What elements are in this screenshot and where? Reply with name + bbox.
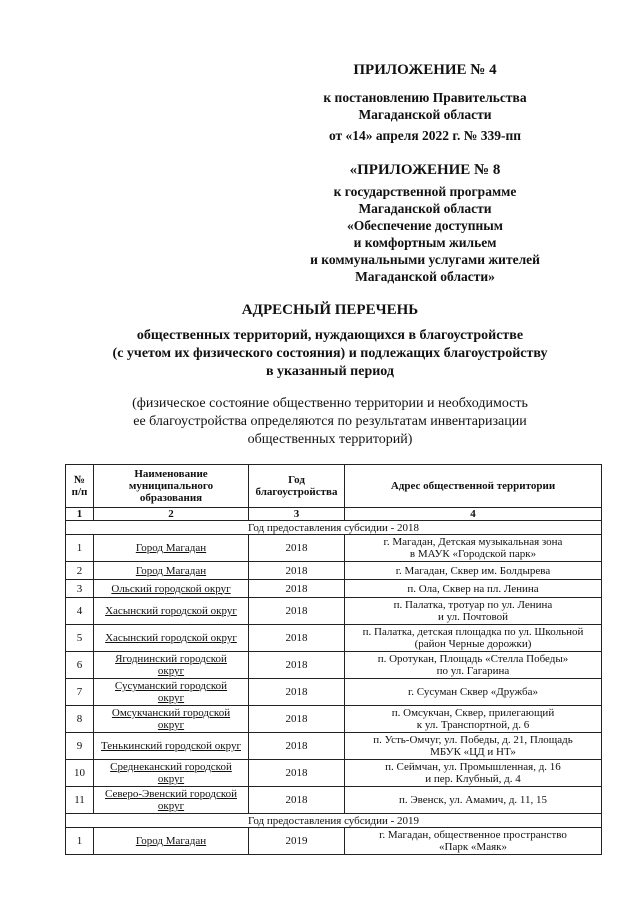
appendix-line: к государственной программе (333, 184, 517, 199)
row-number: 6 (66, 652, 94, 679)
row-number: 4 (66, 598, 94, 625)
header-name: Наименование муниципального образования (94, 465, 249, 508)
appendix-line: к постановлению Правительства (323, 90, 527, 105)
table-row (66, 625, 602, 652)
column-number: 4 (345, 508, 602, 521)
group-label: Год предоставления субсидии - 2019 (66, 814, 602, 828)
improvement-year: 2018 (249, 787, 345, 814)
appendix-title: ПРИЛОЖЕНИЕ № 4 (353, 62, 497, 78)
territory-address: п. Омсукчан, Сквер, прилегающий к ул. Транспортной, д. 6 (345, 706, 602, 733)
row-number: 9 (66, 733, 94, 760)
table-row (66, 580, 602, 598)
municipality-name: Северо-Эвенский городской округ (94, 787, 249, 814)
table-row (66, 652, 602, 679)
appendix-line: и комфортным жильем (353, 235, 497, 250)
territory-address: г. Магадан, Сквер им. Болдырева (345, 562, 602, 580)
municipality-name: Ольский городской округ (94, 580, 249, 598)
appendix-line: и коммунальными услугами жителей (310, 252, 540, 267)
improvement-year: 2018 (249, 679, 345, 706)
row-number: 2 (66, 562, 94, 580)
territory-address: п. Сеймчан, ул. Промышленная, д. 16 и пер. Клубный, д. 4 (345, 760, 602, 787)
municipality-name: Хасынский городской округ (94, 598, 249, 625)
address-table (65, 464, 602, 855)
appendix-line: Магаданской области» (355, 269, 495, 284)
header-year: Год благоустройства (249, 465, 345, 508)
row-number: 3 (66, 580, 94, 598)
territory-address: п. Эвенск, ул. Амамич, д. 11, 15 (345, 787, 602, 814)
table-row (66, 535, 602, 562)
document-subtitle: в указанный период (266, 364, 394, 379)
row-number: 8 (66, 706, 94, 733)
territory-address: п. Оротукан, Площадь «Стелла Победы» по ул. Гагарина (345, 652, 602, 679)
improvement-year: 2018 (249, 625, 345, 652)
improvement-year: 2019 (249, 828, 345, 855)
row-number: 5 (66, 625, 94, 652)
municipality-name: Сусуманский городской округ (94, 679, 249, 706)
row-number: 1 (66, 535, 94, 562)
municipality-name: Город Магадан (94, 562, 249, 580)
municipality-name: Ягоднинский городской округ (94, 652, 249, 679)
municipality-name: Тенькинский городской округ (94, 733, 249, 760)
improvement-year: 2018 (249, 535, 345, 562)
improvement-year: 2018 (249, 706, 345, 733)
improvement-year: 2018 (249, 580, 345, 598)
header-no: № п/п (66, 465, 94, 508)
note-line: ее благоустройства определяются по результатам инвентаризации (133, 414, 527, 429)
territory-address: г. Сусуман Сквер «Дружба» (345, 679, 602, 706)
improvement-year: 2018 (249, 652, 345, 679)
table-row (66, 828, 602, 855)
note-line: (физическое состояние общественно территории и необходимость (132, 396, 528, 411)
appendix-title-8: «ПРИЛОЖЕНИЕ № 8 (349, 162, 501, 178)
row-number: 10 (66, 760, 94, 787)
table-header-row (66, 465, 602, 508)
row-number: 7 (66, 679, 94, 706)
municipality-name: Хасынский городской округ (94, 625, 249, 652)
row-number: 1 (66, 828, 94, 855)
table-row (66, 679, 602, 706)
column-number: 3 (249, 508, 345, 521)
document-subtitle: общественных территорий, нуждающихся в благоустройстве (136, 328, 524, 343)
group-row-2018 (66, 521, 602, 535)
territory-address: г. Магадан, общественное пространство «Парк «Маяк» (345, 828, 602, 855)
municipality-name: Город Магадан (94, 828, 249, 855)
table-row (66, 706, 602, 733)
territory-address: п. Ола, Сквер на пл. Ленина (345, 580, 602, 598)
appendix-line: Магаданской области (358, 201, 492, 216)
column-number: 2 (94, 508, 249, 521)
improvement-year: 2018 (249, 760, 345, 787)
territory-address: п. Палатка, детская площадка по ул. Школьной (район Черные дорожки) (345, 625, 602, 652)
municipality-name: Город Магадан (94, 535, 249, 562)
improvement-year: 2018 (249, 733, 345, 760)
table-row (66, 598, 602, 625)
row-number: 11 (66, 787, 94, 814)
appendix-line: Магаданской области (358, 107, 492, 122)
table-row (66, 562, 602, 580)
table-row (66, 733, 602, 760)
header-address: Адрес общественной территории (345, 465, 602, 508)
document-title: АДРЕСНЫЙ ПЕРЕЧЕНЬ (241, 302, 419, 318)
territory-address: п. Палатка, тротуар по ул. Ленина и ул. Почтовой (345, 598, 602, 625)
column-numbers-row (66, 508, 602, 521)
municipality-name: Омсукчанский городской округ (94, 706, 249, 733)
municipality-name: Среднеканский городской округ (94, 760, 249, 787)
group-row-2019 (66, 814, 602, 828)
group-label: Год предоставления субсидии - 2018 (66, 521, 602, 535)
appendix-date: от «14» апреля 2022 г. № 339-пп (328, 128, 522, 143)
document-subtitle: (с учетом их физического состояния) и подлежащих благоустройству (112, 346, 548, 361)
territory-address: г. Магадан, Детская музыкальная зона в МАУК «Городской парк» (345, 535, 602, 562)
note-line: общественных территорий) (247, 432, 413, 447)
improvement-year: 2018 (249, 598, 345, 625)
table-row (66, 787, 602, 814)
column-number: 1 (66, 508, 94, 521)
appendix-line: «Обеспечение доступным (346, 218, 503, 233)
improvement-year: 2018 (249, 562, 345, 580)
table-row (66, 760, 602, 787)
territory-address: п. Усть-Омчуг, ул. Победы, д. 21, Площадь МБУК «ЦД и НТ» (345, 733, 602, 760)
